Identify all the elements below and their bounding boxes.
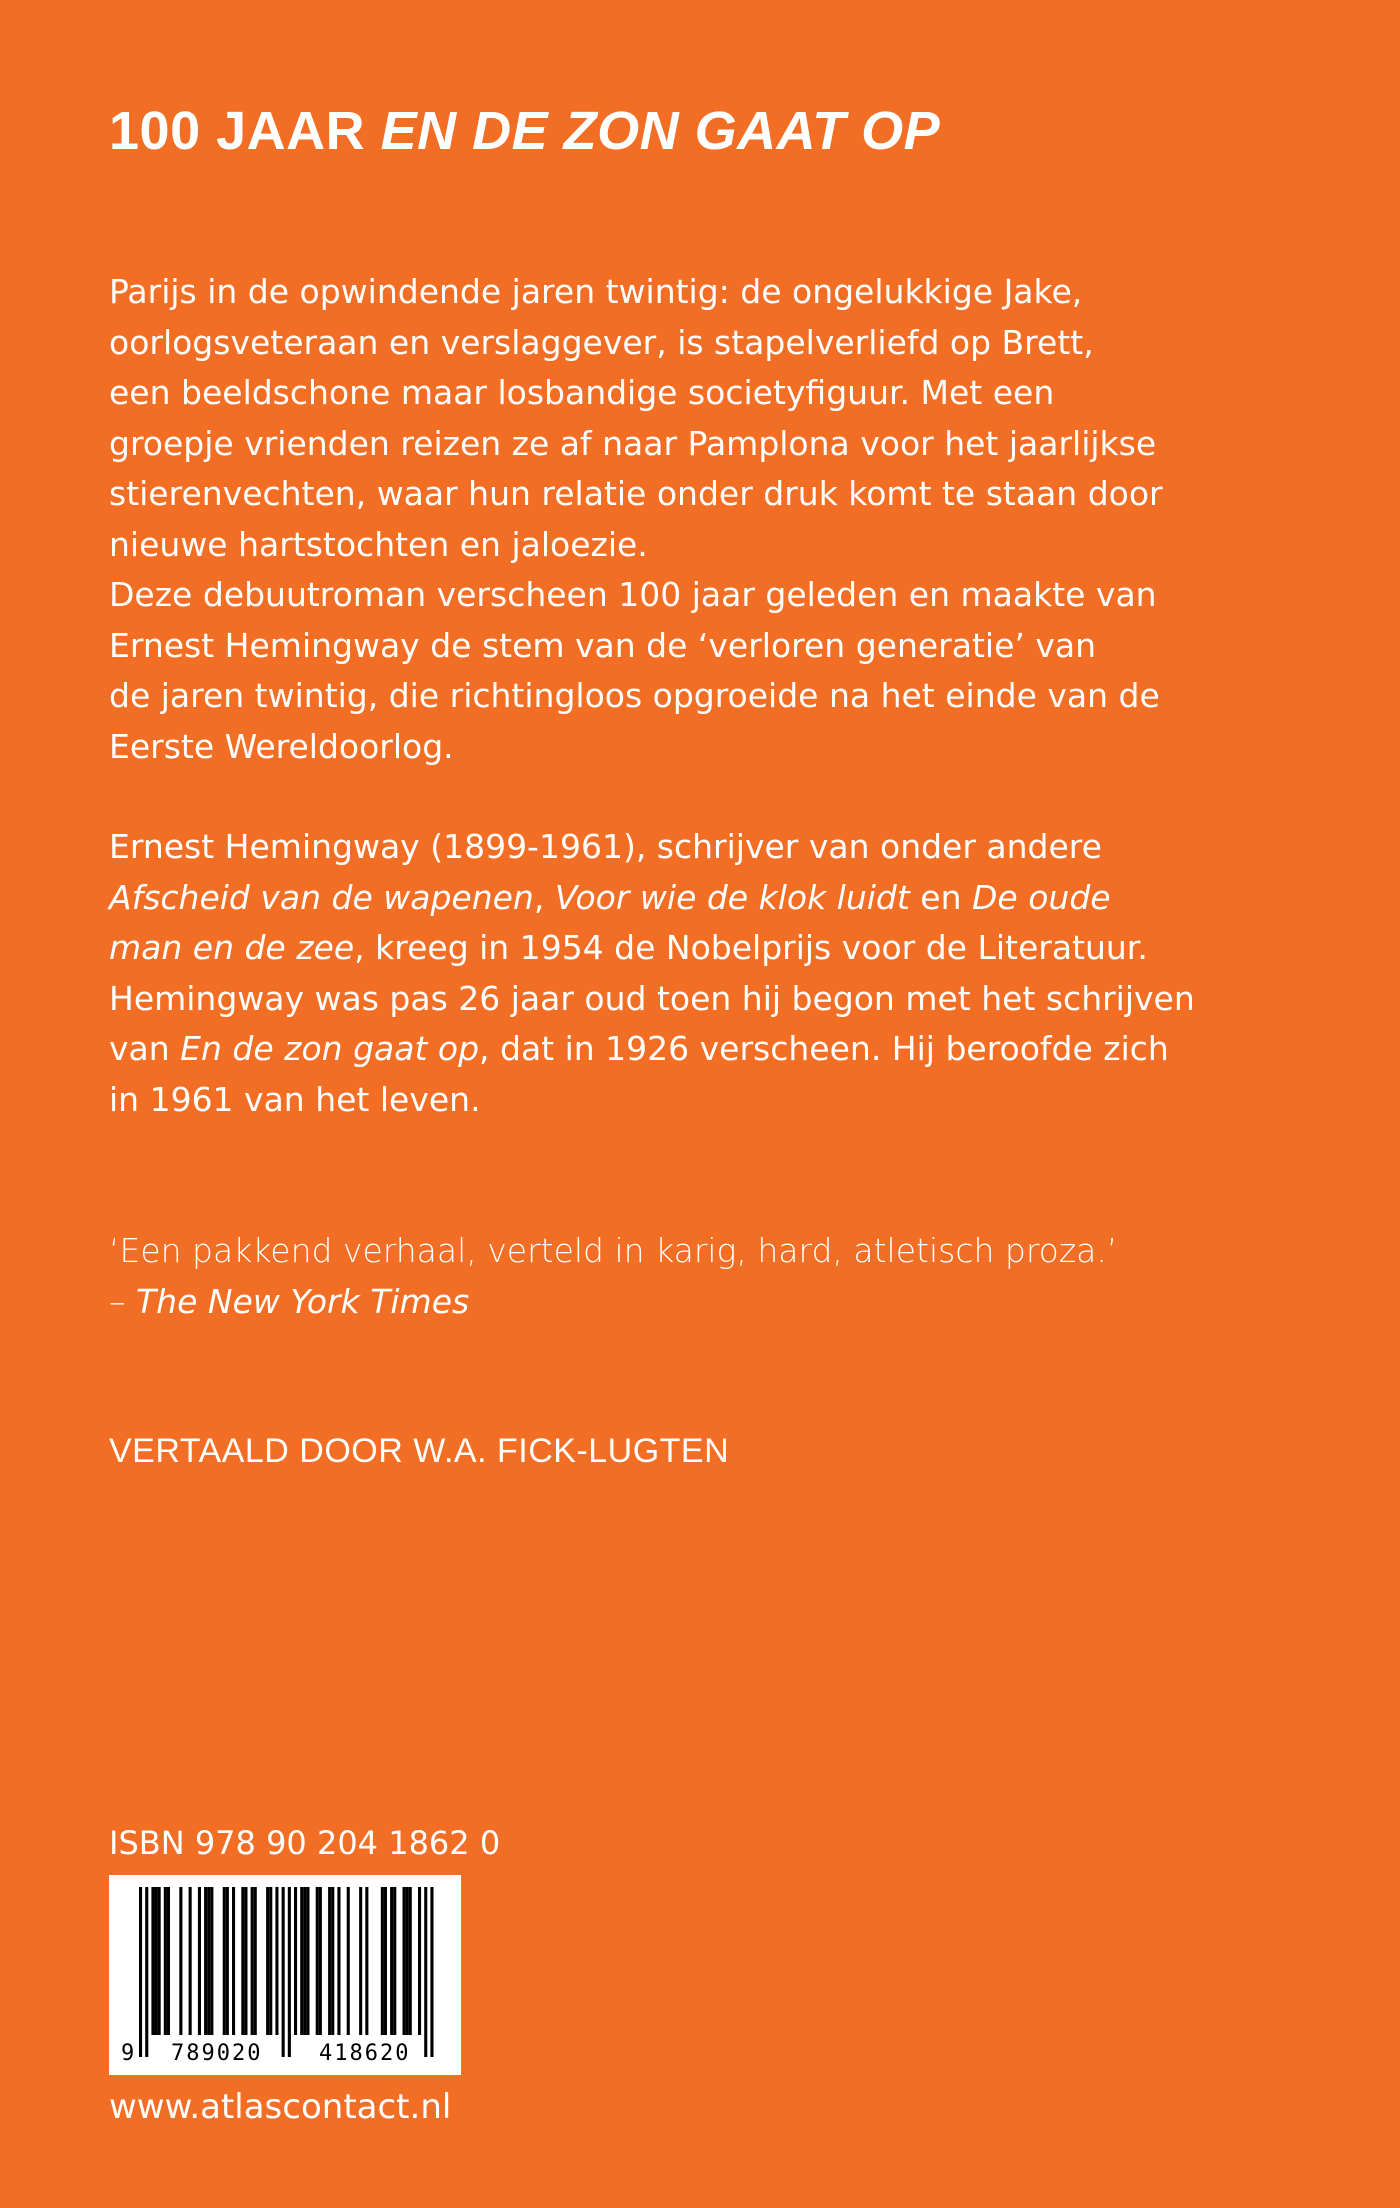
barcode-bar [139, 1887, 142, 2057]
barcode-bar [254, 1887, 257, 2035]
barcode-bar [288, 1887, 291, 2057]
barcode-bar [359, 1887, 362, 2035]
barcode-bar [155, 1887, 158, 2035]
synopsis-line: een beeldschone maar losbandige societyfiguur. Met een [109, 373, 1055, 412]
publisher-website: www.atlascontact.nl [109, 2087, 452, 2127]
heading-italic-title: EN DE ZON GAAT OP [380, 101, 941, 161]
barcode-left-digits: 789020 [171, 2041, 263, 2066]
barcode-bar [319, 1887, 322, 2035]
synopsis-line: Eerste Wereldoorlog. [109, 726, 454, 766]
barcode-bar [266, 1887, 269, 2035]
author-bio [109, 822, 1195, 1125]
bio-line: Hemingway was pas 26 jaar oud toen hij begon met het schrijven [109, 978, 1195, 1018]
barcode-bar [226, 1887, 229, 2035]
book-title: En de zon gaat op [180, 1029, 480, 1068]
barcode-bar [145, 1887, 148, 2057]
barcode-bar [294, 1887, 297, 2035]
barcode-bar [179, 1887, 182, 2035]
barcode-bar [409, 1887, 412, 2035]
book-title: Afscheid van de wapenen [109, 877, 534, 917]
cover-heading [109, 96, 940, 166]
barcode-bar [189, 1887, 192, 2035]
quote-source: – The New York Times [109, 1281, 470, 1321]
isbn-number: ISBN 978 90 204 1862 0 [109, 1824, 501, 1862]
barcode-bar [430, 1887, 433, 2057]
barcode-bar [390, 1887, 393, 2035]
barcode-bars [109, 1875, 461, 2075]
book-title: Voor wie de klok luidt [554, 877, 910, 917]
barcode-bar [347, 1887, 350, 2035]
barcode-bar [418, 1887, 421, 2035]
barcode-bar [328, 1887, 331, 2035]
barcode-bar [406, 1887, 409, 2035]
barcode-bar [158, 1887, 161, 2035]
barcode-lead-digit: 9 [121, 2041, 135, 2066]
barcode-bar [331, 1887, 334, 2035]
quote-text: ‘Een pakkend verhaal, verteld in karig, hard, atletisch proza.’ [109, 1231, 1118, 1270]
barcode-bar [381, 1887, 384, 2035]
barcode-bar [282, 1887, 285, 2057]
bio-line: Afscheid van de wapenen, Voor wie de klok luidt en De oude [109, 877, 1111, 917]
synopsis-line: oorlogsveteraan en verslaggever, is stapelverliefd op Brett, [109, 322, 1094, 362]
barcode-bar [365, 1887, 368, 2035]
synopsis-line: stierenvechten, waar hun relatie onder druk komt te staan door [109, 474, 1163, 513]
synopsis-line: Parijs in de opwindende jaren twintig: de ongelukkige Jake, [109, 272, 1083, 311]
barcode-bar [151, 1887, 154, 2035]
barcode-bar [241, 1887, 244, 2035]
barcode-bar [424, 1887, 427, 2057]
book-title: man en de zee [109, 928, 355, 967]
barcode-bar [244, 1887, 247, 2035]
barcode-bar [316, 1887, 319, 2035]
synopsis-line: Deze debuutroman verscheen 100 jaar geleden en maakte van [109, 575, 1157, 614]
barcode-bar [275, 1887, 278, 2035]
barcode-bar [198, 1887, 201, 2035]
synopsis-line: de jaren twintig, die richtingloos opgroeide na het einde van de [109, 676, 1160, 715]
synopsis [109, 267, 1163, 772]
barcode-bar [403, 1887, 406, 2035]
barcode-bar [167, 1887, 170, 2035]
barcode-bar [210, 1887, 213, 2035]
barcode-bar [232, 1887, 235, 2035]
barcode-bar [204, 1887, 207, 2035]
barcode-bar [384, 1887, 387, 2035]
book-title: De oude [972, 877, 1111, 917]
barcode-bar [303, 1887, 306, 2035]
barcode-bar [223, 1887, 226, 2035]
bio-line: van En de zon gaat op, dat in 1926 verscheen. Hij beroofde zich [109, 1029, 1169, 1068]
synopsis-line: nieuwe hartstochten en jaloezie. [109, 524, 648, 564]
translator-credit: VERTAALD DOOR W.A. FICK-LUGTEN [109, 1432, 730, 1470]
barcode-bar [393, 1887, 396, 2035]
synopsis-line: groepje vrienden reizen ze af naar Pamplona voor het jaarlijkse [109, 423, 1157, 463]
review-quote [109, 1226, 1117, 1327]
barcode-bar [164, 1887, 167, 2035]
barcode-bar [306, 1887, 309, 2035]
barcode [109, 1875, 461, 2075]
barcode-bar [269, 1887, 272, 2035]
synopsis-line: Ernest Hemingway de stem van de ‘verloren generatie’ van [109, 625, 1097, 665]
bio-line: man en de zee, kreeg in 1954 de Nobelprijs voor de Literatuur. [109, 928, 1148, 967]
heading-plain: 100 JAAR [109, 101, 381, 161]
barcode-right-digits: 418620 [319, 2041, 411, 2066]
barcode-bar [337, 1887, 340, 2035]
barcode-bar [300, 1887, 303, 2035]
bio-line: Ernest Hemingway (1899-1961), schrijver van onder andere [109, 827, 1102, 866]
bio-line: in 1961 van het leven. [109, 1079, 481, 1119]
barcode-bar [207, 1887, 210, 2035]
barcode-bar [251, 1887, 254, 2035]
